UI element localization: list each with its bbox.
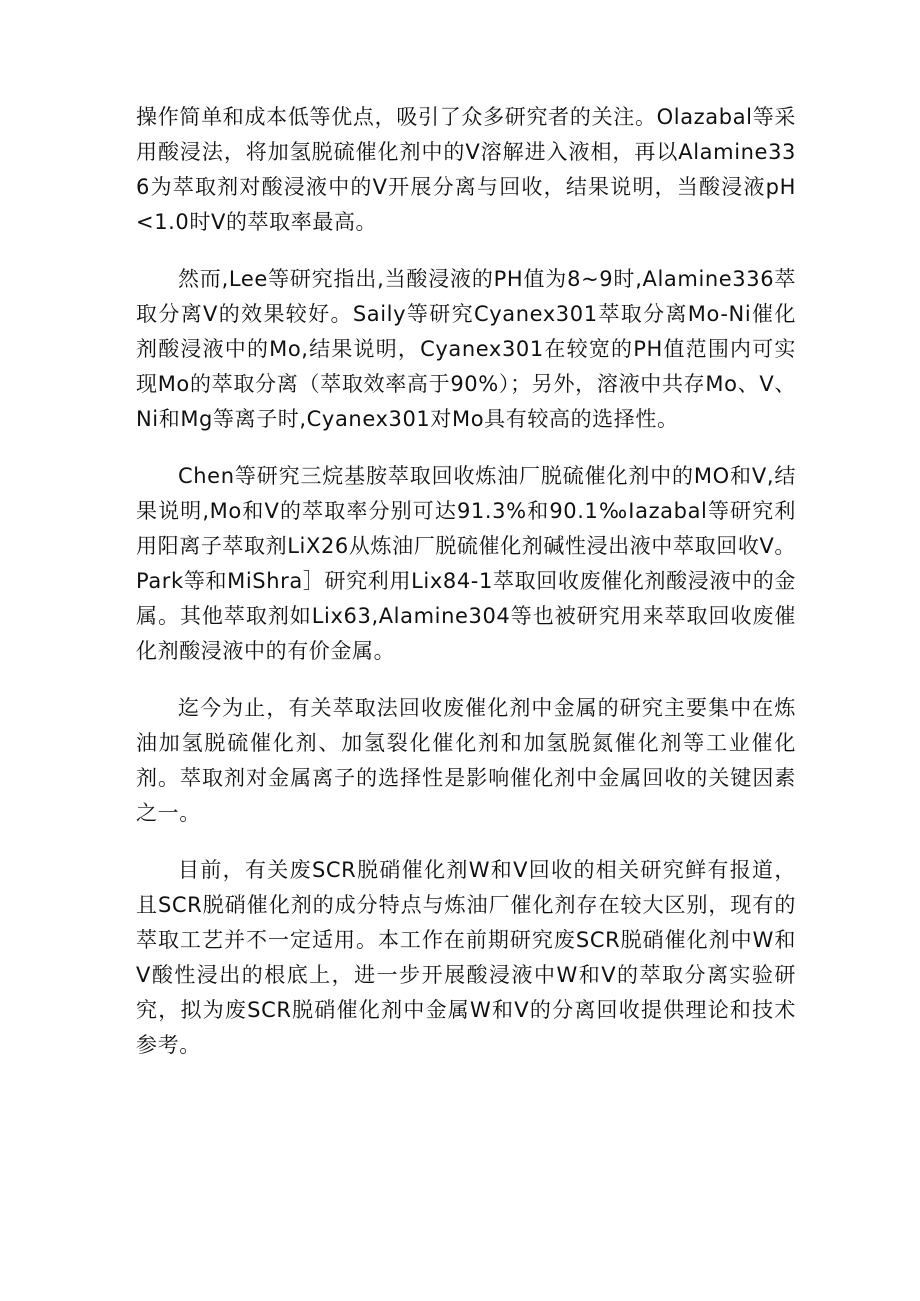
- paragraph-5: 目前，有关废SCR脱硝催化剂W和V回收的相关研究鲜有报道，且SCR脱硝催化剂的成分特点与炼油厂催化剂存在较大区别，现有的萃取工艺并不一定适用。本工作在前期研究废SCR脱硝催化剂中W和V酸性浸出的根底上，进一步开展酸浸液中W和V的萃取分离实验研究，拟为废SCR脱硝催化剂中金属W和V的分离回收提供理论和技术参考。: [136, 858, 796, 1057]
- paragraph-4: 迄今为止，有关萃取法回收废催化剂中金属的研究主要集中在炼油加氢脱硫催化剂、加氢裂化催化剂和加氢脱氮催化剂等工业催化剂。萃取剂对金属离子的选择性是影响催化剂中金属回收的关键因素之一。: [136, 696, 796, 825]
- paragraph-2: 然而,Lee等研究指出,当酸浸液的PH值为8~9时,Alamine336萃取分离V的效果较好。Saily等研究Cyanex301萃取分离Mo-Ni催化剂酸浸液中的Mo,结果说明，Cyanex301在较宽的PH值范围内可实现Mo的萃取分离（萃取效率高于90%）；另外，溶液中共存Mo、V、Ni和Mg等离子时,Cyanex301对Mo具有较高的选择性。: [136, 267, 796, 431]
- paragraph-3: Chen等研究三烷基胺萃取回收炼油厂脱硫催化剂中的MO和V,结果说明,Mo和V的萃取率分别可达91.3%和90.1‰Iazabal等研究利用阳离子萃取剂LiX26从炼油厂脱硫催化剂碱性浸出液中萃取回收V。Park等和MiShra］研究利用Lix84-1萃取回收废催化剂酸浸液中的金属。其他萃取剂如Lix63,Alamine304等也被研究用来萃取回收废催化剂酸浸液中的有价金属。: [136, 464, 796, 663]
- document-body: [136, 100, 796, 1085]
- paragraph-1: 操作简单和成本低等优点，吸引了众多研究者的关注。Olazabal等采用酸浸法，将加氢脱硫催化剂中的V溶解进入液相，再以Alamine336为萃取剂对酸浸液中的V开展分离与回收，结果说明，当酸浸液pH<1.0时V的萃取率最高。: [136, 105, 796, 234]
